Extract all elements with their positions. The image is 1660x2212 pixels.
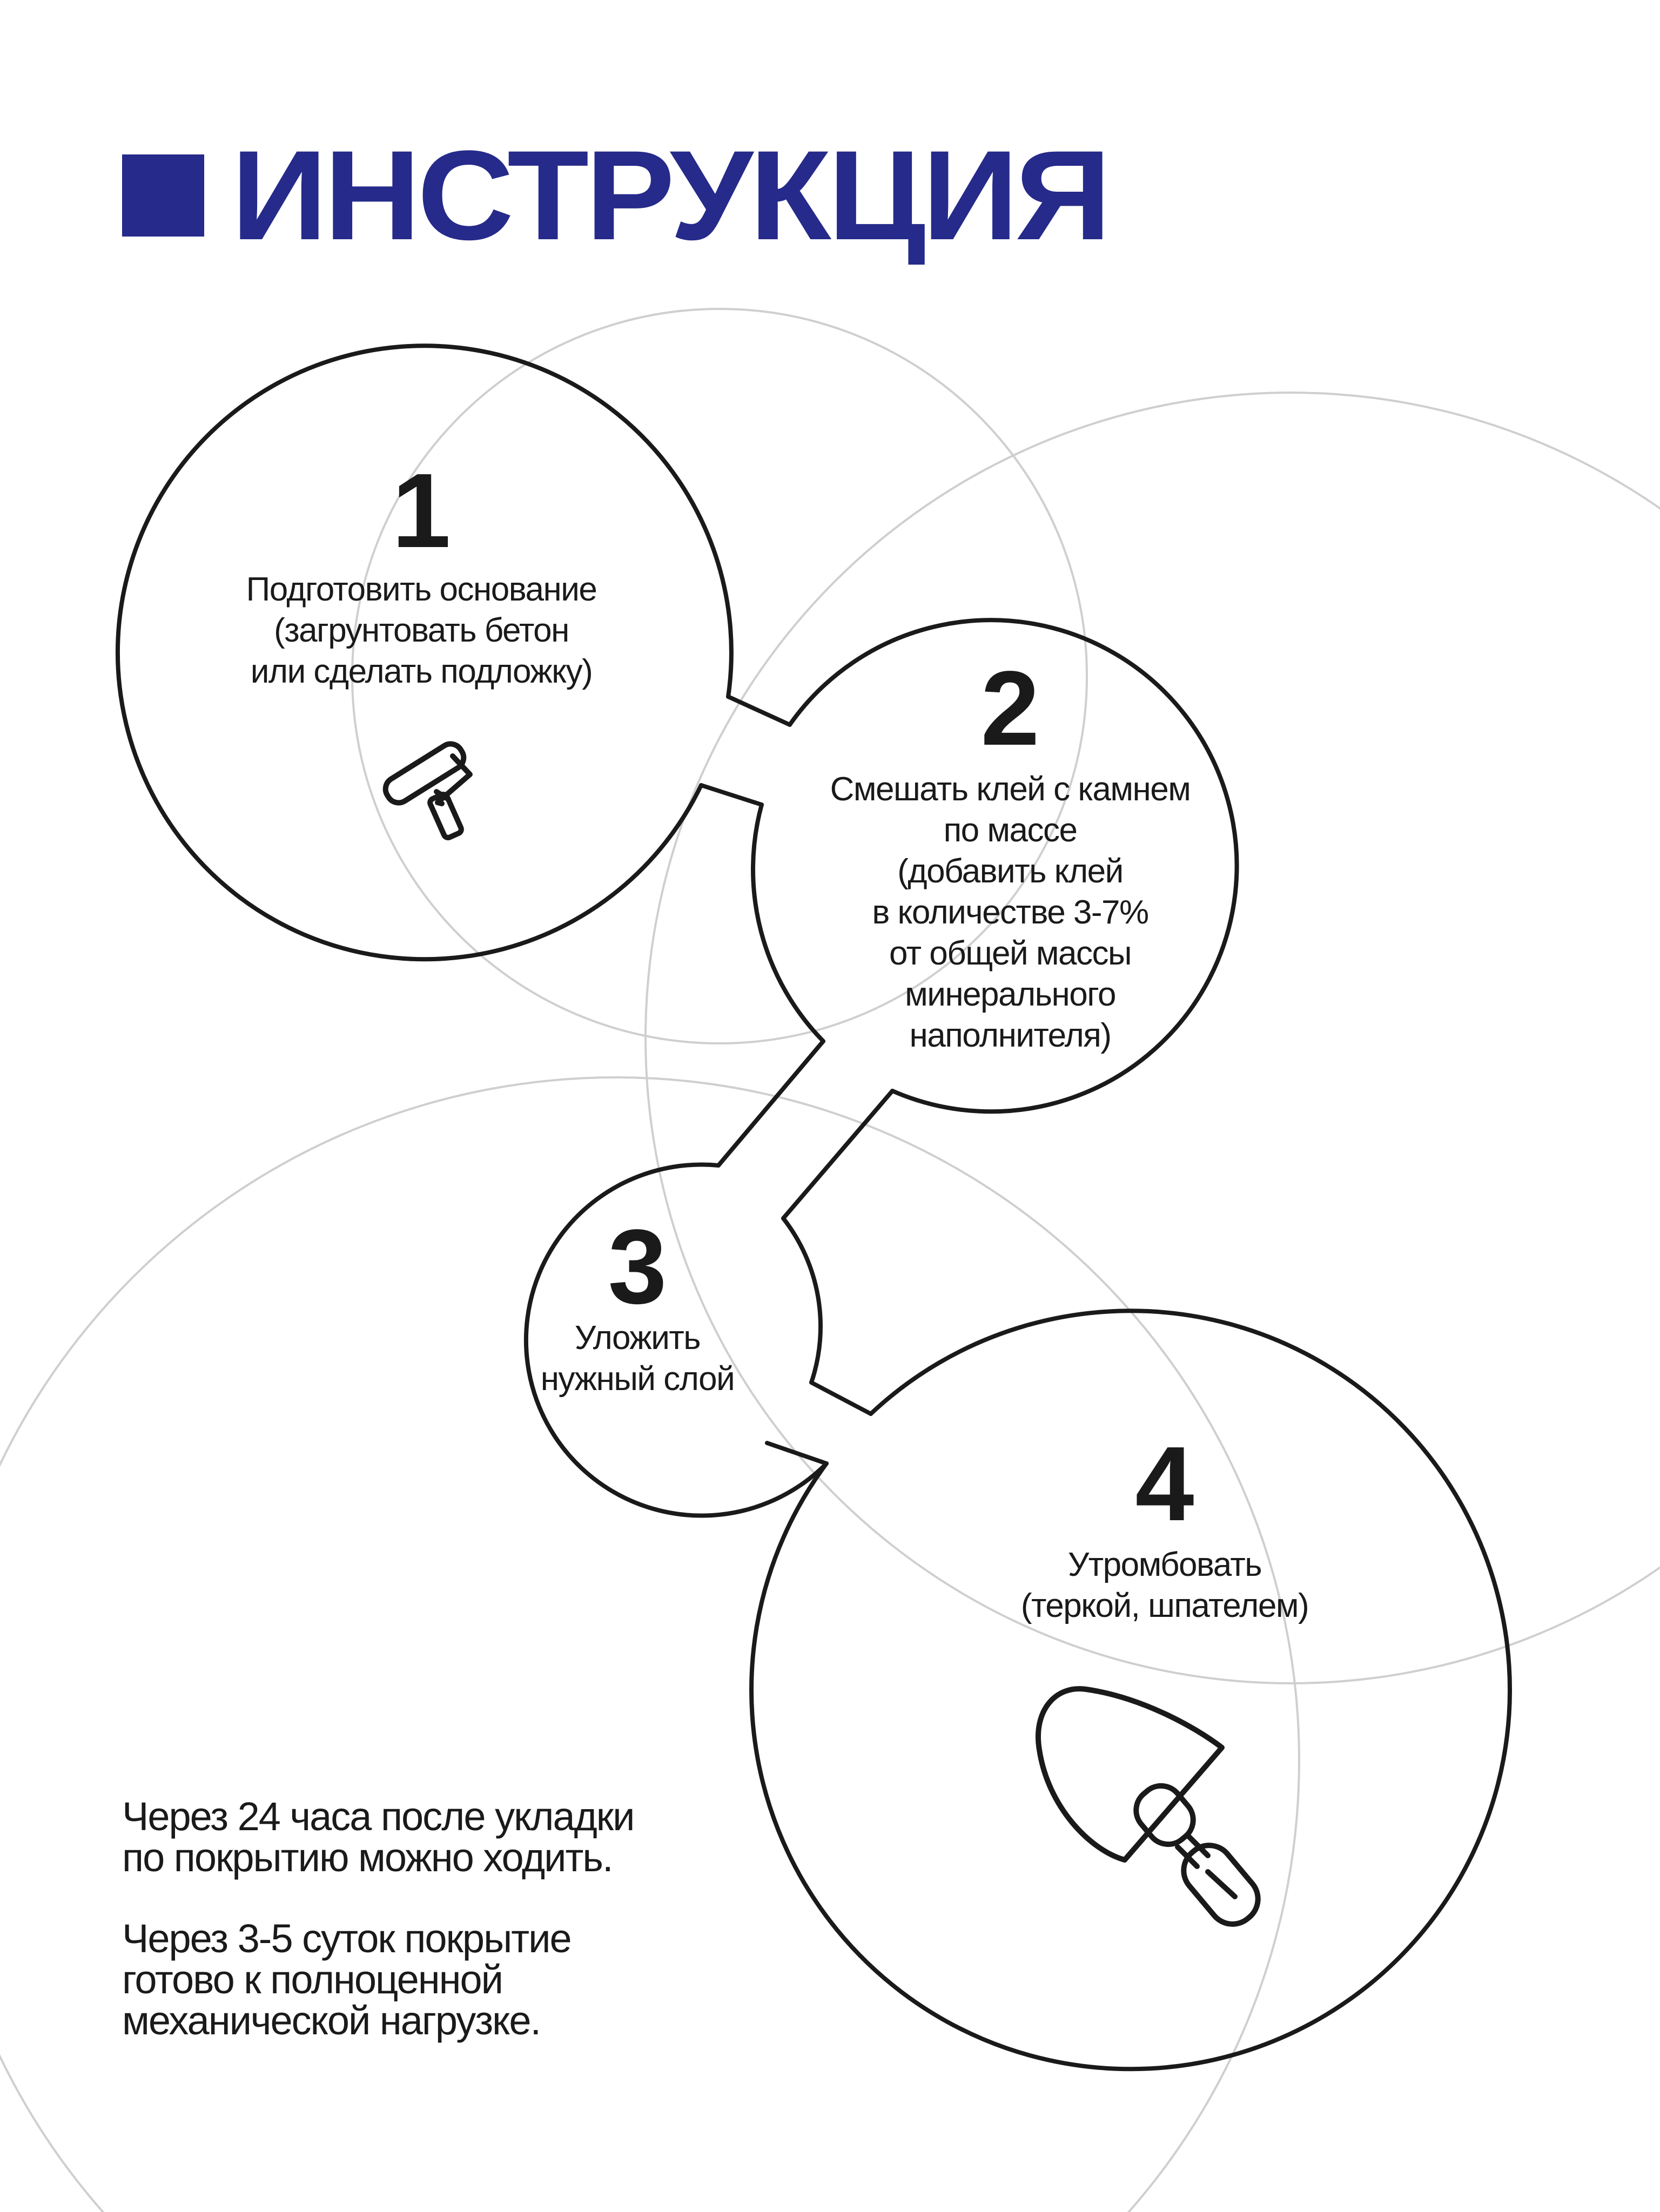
connector-1-2-bottom bbox=[701, 785, 762, 805]
step-2-number: 2 bbox=[980, 649, 1040, 767]
step-2-line: в количестве 3-7% bbox=[872, 894, 1148, 931]
step-4-line: (теркой, шпателем) bbox=[1020, 1587, 1309, 1624]
title-square-icon bbox=[122, 154, 204, 237]
step-2-line: наполнителя) bbox=[909, 1017, 1111, 1054]
connector-2-3-left bbox=[718, 1041, 823, 1165]
step-1-number: 1 bbox=[392, 451, 451, 570]
connector-3-4-bottom bbox=[767, 1443, 826, 1464]
connector-1-2-top bbox=[728, 697, 790, 725]
connector-2-3-right bbox=[783, 1091, 892, 1218]
step-2-line: (добавить клей bbox=[897, 853, 1123, 890]
page-title-block bbox=[122, 124, 1108, 267]
step-2-text bbox=[767, 769, 1253, 1056]
step-2-line: от общей массы bbox=[889, 935, 1132, 972]
step-3-line: нужный слой bbox=[540, 1360, 735, 1398]
step-3-number: 3 bbox=[608, 1208, 667, 1326]
note-walkable bbox=[122, 1796, 634, 1878]
step-1-line: или сделать подложку) bbox=[250, 653, 593, 690]
step-1-text bbox=[178, 569, 664, 692]
note-line: Через 3-5 суток покрытие bbox=[122, 1916, 571, 1961]
step-4-number: 4 bbox=[1135, 1425, 1194, 1543]
note-line: по покрытию можно ходить. bbox=[122, 1835, 613, 1880]
note-line: Через 24 часа после укладки bbox=[122, 1794, 634, 1839]
step-2-line: минерального bbox=[905, 976, 1115, 1013]
step-3-line: Уложить bbox=[574, 1319, 701, 1357]
step-1-line: Подготовить основание bbox=[246, 571, 597, 608]
trowel-icon bbox=[1038, 1689, 1268, 1934]
step-1-line: (загрунтовать бетон bbox=[274, 612, 569, 649]
step-4-circle bbox=[751, 1311, 1510, 2069]
note-line: готово к полноценной bbox=[122, 1957, 502, 2002]
note-line: механической нагрузке. bbox=[122, 1998, 541, 2043]
step-3-text bbox=[394, 1318, 881, 1400]
step-2-line: Смешать клей с камнем bbox=[830, 771, 1191, 808]
step-4-line: Утромбовать bbox=[1067, 1546, 1262, 1583]
paint-roller-icon bbox=[381, 739, 470, 839]
note-full-load bbox=[122, 1918, 571, 2041]
page-title: ИНСТРУКЦИЯ bbox=[231, 124, 1108, 267]
step-4-text bbox=[922, 1545, 1408, 1627]
step-2-line: по массе bbox=[943, 812, 1077, 849]
